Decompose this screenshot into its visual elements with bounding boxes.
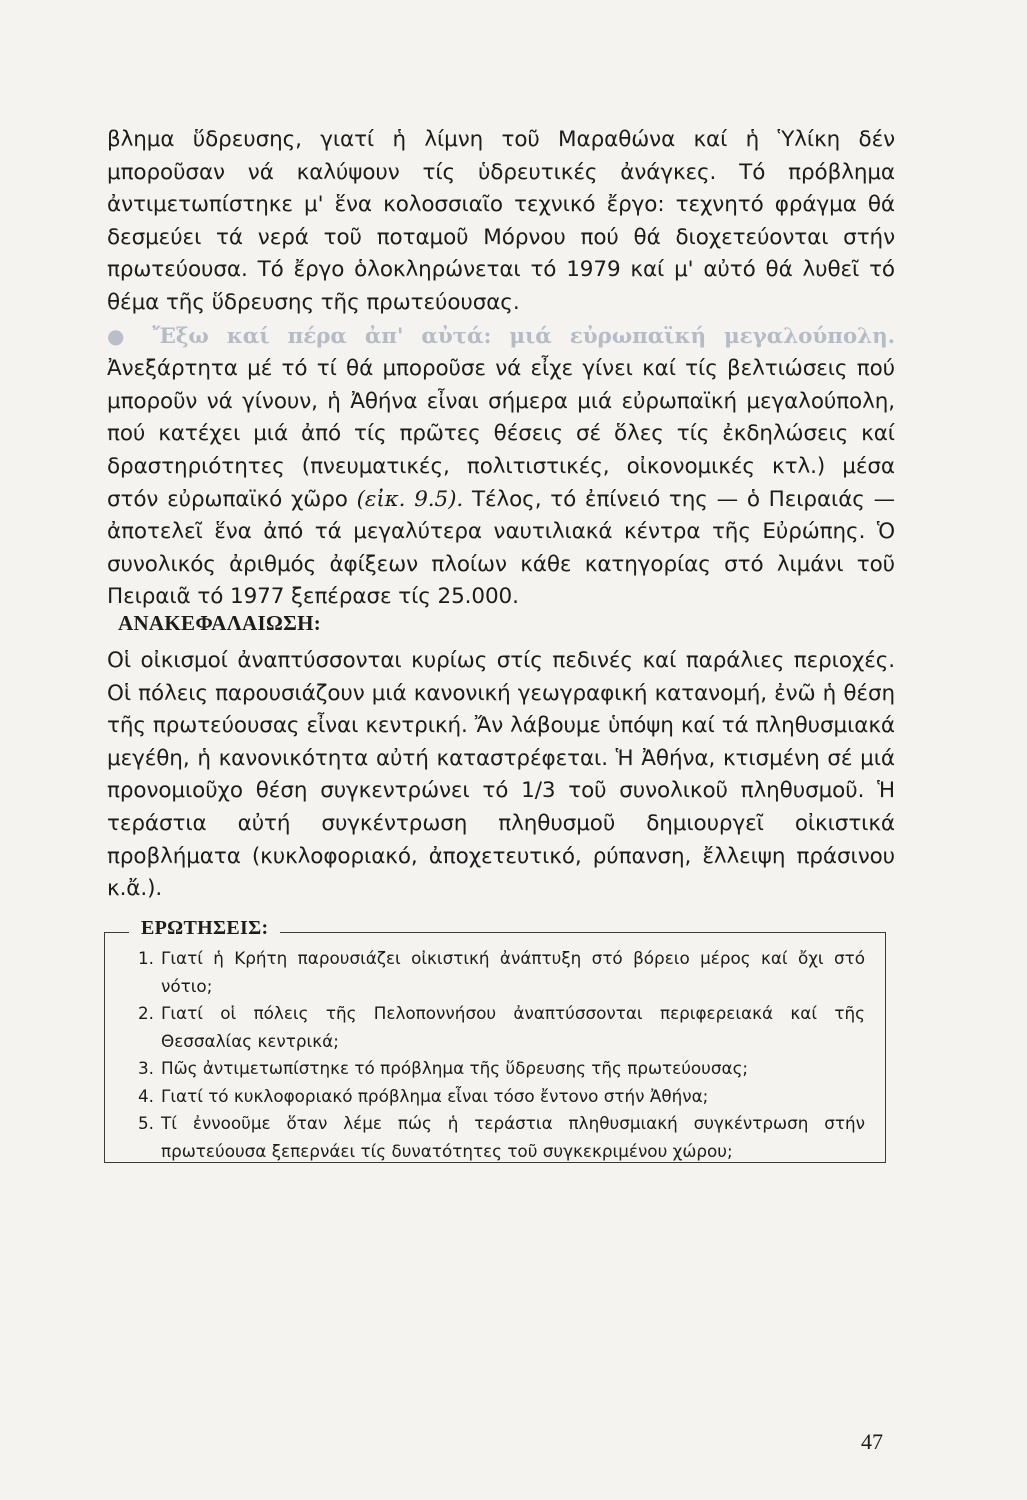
question-item bbox=[105, 1000, 865, 1055]
question-item bbox=[105, 945, 865, 1000]
question-text: Πῶς ἀντιμετωπίστηκε τό πρόβλημα τῆς ὕδρευσης τῆς πρωτεύουσας; bbox=[161, 1058, 749, 1078]
question-text: Γιατί οἱ πόλεις τῆς Πελοποννήσου ἀναπτύσσονται περιφερειακά καί τῆς Θεσσαλίας κεντρικά; bbox=[161, 1003, 865, 1051]
question-number: 1. bbox=[137, 948, 154, 968]
questions-title: ΕΡΩΤΗΣΕΙΣ: bbox=[129, 917, 280, 940]
section-subheading: Ἔξω καί πέρα ἀπ' αὐτά: μιά εὐρωπαϊκή μεγαλούπολη. bbox=[152, 323, 895, 349]
question-number: 3. bbox=[137, 1058, 154, 1078]
summary-text: Οἱ οἰκισμοί ἀναπτύσσονται κυρίως στίς πεδινές καί παράλιες περιοχές. Οἱ πόλεις παρουσιάζουν μιά κανονική γεωγραφική κατανομή, ἐνῶ ἡ θέση τῆς πρωτεύουσας εἶναι κεντρική. Ἄν λάβουμε ὑπόψη καί τά πληθυσμιακά μεγέθη, ἡ κανονικότητα αὐτή καταστρέφεται. Ἡ Ἀθήνα, κτισμένη σέ μιά προνομιοῦχο θέση συγκεντρώνει τό 1/3 τοῦ συνολικοῦ πληθυσμοῦ. Ἡ τεράστια αὐτή συγκέντρωση πληθυσμοῦ δημιουργεῖ οἰκιστικά προβλήματα (κυκλοφοριακό, ἀποχετευτικό, ρύπανση, ἔλλειψη πράσινου κ.ἄ.). bbox=[107, 648, 895, 902]
question-number: 4. bbox=[137, 1085, 154, 1106]
paragraph-water-supply: βλημα ὕδρευσης, γιατί ἡ λίμνη τοῦ Μαραθώνα καί ἡ Ὑλίκη δέν μποροῦσαν νά καλύψουν τίς ὑδρευτικές ἀνάγκες. Τό πρόβλημα ἀντιμετωπίστηκε μ' ἕνα κολοσσιαῖο τεχνικό ἔργο: τεχνητό φράγμα θά δεσμεύει τά νερά τοῦ ποταμοῦ Μόρνου πού θά διοχετεύονται στήν πρωτεύουσα. Τό ἔργο ὁλοκληρώνεται τό 1979 καί μ' αὐτό θά λυθεῖ τό θέμα τῆς ὕδρευσης τῆς πρωτεύουσας. bbox=[107, 127, 895, 315]
intro-text bbox=[107, 124, 895, 614]
question-text: Γιατί ἡ Κρήτη παρουσιάζει οἰκιστική ἀνάπτυξη στό βόρειο μέρος καί ὄχι στό νότιο; bbox=[161, 948, 865, 996]
questions-list bbox=[105, 945, 865, 1165]
question-number: 2. bbox=[137, 1003, 154, 1023]
questions-box bbox=[104, 917, 886, 1163]
question-item bbox=[105, 1083, 865, 1111]
question-text: Γιατί τό κυκλοφοριακό πρόβλημα εἶναι τόσο ἔντονο στήν Ἀθήνα; bbox=[161, 1085, 709, 1106]
question-item bbox=[105, 1055, 865, 1083]
page-number: 47 bbox=[861, 1429, 883, 1454]
paragraph-piraeus: Τέλος, τό ἐπίνειό της — ὁ Πειραιάς — ἀποτελεῖ ἕνα ἀπό τά μεγαλύτερα ναυτιλιακά κέντρα τῆς Εὐρώπης. Ὁ συνολικός ἀριθμός ἀφίξεων πλοίων κάθε κατηγορίας στό λιμάνι τοῦ Πειραιᾶ τό 1977 ξεπέρασε τίς 25.000. bbox=[107, 486, 896, 610]
question-text: Τί ἐννοοῦμε ὅταν λέμε πώς ἡ τεράστια πληθυσμιακή συγκέντρωση στήν πρωτεύουσα ξεπερνάει τίς δυνατότητες τοῦ συγκεκριμένου χώρου; bbox=[161, 1113, 865, 1161]
figure-reference: (εἰκ. 9.5). bbox=[356, 486, 464, 512]
paragraph-metropolis: Ἀνεξάρτητα μέ τό τί θά μποροῦσε νά εἶχε γίνει καί τίς βελτιώσεις πού μποροῦν νά γίνουν, ἡ Ἀθήνα εἶναι σήμερα μιά εὐρωπαϊκή μεγαλούπολη, πού κατέχει μιά ἀπό τίς πρῶτες θέσεις σέ ὅλες τίς ἐκδηλώσεις καί δραστηριότητες (πνευματικές, πολιτιστικές, οἰκονομικές κτλ.) μέσα στόν εὐρωπαϊκό χῶρο bbox=[107, 356, 895, 512]
bullet-icon: ● bbox=[107, 323, 135, 348]
summary-heading: ΑΝΑΚΕΦΑΛΑΙΩΣΗ: bbox=[118, 611, 322, 635]
question-number: 5. bbox=[137, 1113, 154, 1133]
question-item bbox=[105, 1110, 865, 1165]
